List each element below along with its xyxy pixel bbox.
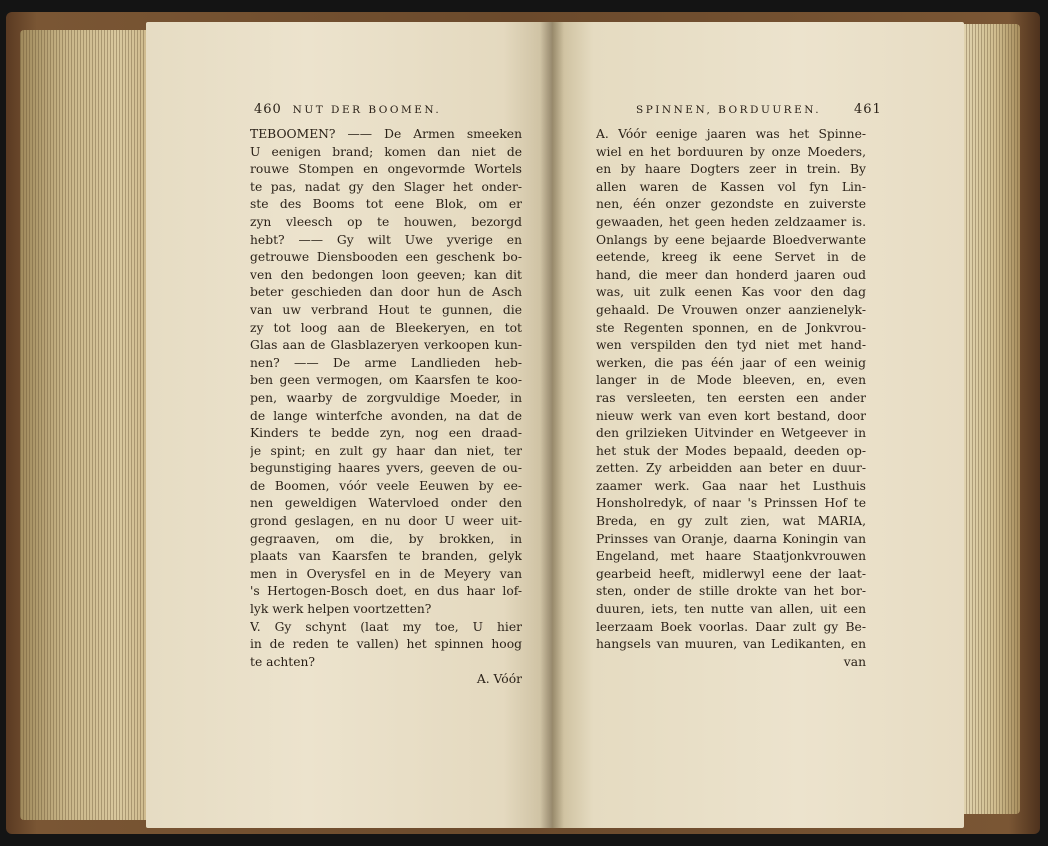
text-line: gewaaden, het geen heden zeldzaamer is.	[596, 214, 866, 229]
right-running-title: SPINNEN, BORDUUREN.	[636, 104, 822, 116]
text-line: hand, die meer dan honderd jaaren oud	[596, 267, 866, 282]
text-line: je spint; en zult gy haar dan niet, ter	[250, 443, 522, 458]
left-running-head	[254, 102, 447, 117]
text-line: langer in de Mode bleeven, en, even	[596, 373, 866, 388]
text-line: V. Gy schynt (laat my toe, U hier	[250, 619, 522, 634]
text-line: den grilzieken Uitvinder en Wetgeever in	[596, 426, 866, 441]
text-line: ven den bedongen loon geeven; kan dit	[250, 267, 522, 282]
text-line: beter geschieden dan door hun de Asch	[250, 285, 522, 300]
text-line: in de reden te vallen) het spinnen hoog	[250, 637, 522, 652]
text-line: van	[843, 654, 866, 669]
text-line: A. Vóór eenige jaaren was het Spinne-	[596, 127, 866, 141]
text-line: was, uit zulk eenen Kas voor den dag	[596, 285, 866, 300]
text-line: ste des Booms tot eene Blok, om er	[250, 197, 522, 212]
text-line: allen waren de Kassen vol fyn Lin-	[596, 179, 866, 194]
text-line: Kinders te bedde zyn, nog een draad-	[250, 426, 522, 441]
text-line: nieuw werk van even kort bestand, door	[596, 408, 866, 423]
text-line: sten, onder de stille drokte van het bor-	[596, 584, 866, 599]
text-line: zetten. Zy arbeidden aan beter en duur-	[596, 461, 866, 476]
text-line: TEBOOMEN? —— De Armen smeeken	[250, 127, 522, 141]
text-line: wen verspilden den tyd niet met hand-	[596, 338, 866, 353]
text-line: U eenigen brand; komen dan niet de	[250, 144, 522, 159]
text-line: men in Overysfel en in de Meyery van	[250, 566, 522, 581]
right-page	[552, 22, 964, 828]
right-running-head	[630, 102, 882, 117]
text-line: Breda, en gy zult zien, wat MARIA,	[596, 514, 866, 529]
right-page-body	[596, 126, 866, 671]
text-line: Glas aan de Glasblazeryen verkoopen kun-	[250, 338, 522, 353]
text-line: ste Regenten sponnen, en de Jonkvrou-	[596, 320, 866, 335]
text-line: Engeland, met haare Staatjonkvrouwen	[596, 549, 866, 564]
text-line: van uw verbrand Hout te gunnen, die	[250, 302, 522, 317]
text-line: pen, waarby de zorgvuldige Moeder, in	[250, 390, 522, 405]
text-line: grond geslagen, en nu door U weer uit-	[250, 514, 522, 529]
text-line: Onlangs by eene bejaarde Bloedverwante	[596, 232, 866, 247]
text-line: rouwe Stompen en ongevormde Wortels	[250, 162, 522, 177]
text-line: en by haare Dogters zeer in trein. By	[596, 162, 866, 177]
text-line: leerzaam Boek voorlas. Daar zult gy Be-	[596, 619, 866, 634]
text-line: nen? —— De arme Landlieden heb-	[250, 355, 522, 370]
text-line: getrouwe Diensbooden een geschenk bo-	[250, 250, 522, 265]
text-line: te pas, nadat gy den Slager het onder-	[250, 179, 522, 194]
page-block-right-edge	[960, 24, 1020, 814]
text-line: duuren, iets, ten nutte van allen, uit een	[596, 602, 866, 617]
text-line: nen geweldigen Watervloed onder den	[250, 496, 522, 511]
text-line: te achten?	[250, 654, 315, 669]
text-line: lyk werk helpen voortzetten?	[250, 602, 432, 617]
text-line: 's Hertogen-Bosch doet, en dus haar lof-	[250, 584, 522, 599]
text-line: de lange winterfche avonden, na dat de	[250, 408, 522, 423]
text-line: begunstiging haares yvers, geeven de ou-	[250, 461, 522, 476]
text-line: de Boomen, vóór veele Eeuwen by ee-	[250, 478, 522, 493]
text-line: gegraaven, om die, by brokken, in	[250, 531, 522, 546]
text-line: Honsholredyk, of naar 's Prinssen Hof te	[596, 496, 866, 511]
text-line: zaamer werk. Gaa naar het Lusthuis	[596, 478, 866, 493]
right-page-number: 461	[853, 102, 882, 117]
text-line: zy tot loog aan de Bleekeryen, en tot	[250, 320, 522, 335]
text-line: nen, één onzer gezondste en zuiverste	[596, 197, 866, 212]
left-page-number: 460	[254, 102, 282, 117]
left-page	[146, 22, 552, 828]
text-line: eetende, kreeg ik eene Servet in de	[596, 250, 866, 265]
book-gutter	[540, 22, 564, 828]
page-block-left-edge	[20, 30, 152, 820]
text-line: A. Vóór	[476, 672, 522, 687]
text-line: hangsels van muuren, van Ledikanten, en	[596, 637, 866, 652]
text-line: gehaald. De Vrouwen onzer aanzienelyk-	[596, 302, 866, 317]
text-line: zyn vleesch op te houwen, bezorgd	[250, 214, 522, 229]
text-line: het stuk der Modes bepaald, deeden op-	[596, 443, 866, 458]
text-line: wiel en het borduuren by onze Moeders,	[596, 144, 866, 159]
text-line: Prinsses van Oranje, daarna Koningin van	[596, 531, 866, 546]
text-line: plaats van Kaarsfen te branden, gelyk	[250, 549, 522, 564]
left-running-title: NUT DER BOOMEN.	[292, 104, 442, 116]
text-line: ben geen vermogen, om Kaarsfen te koo-	[250, 373, 522, 388]
text-line: gearbeid heeft, midlerwyl eene der laat-	[596, 566, 866, 581]
left-page-body	[250, 126, 522, 689]
text-line: werken, die pas één jaar of een weinig	[596, 355, 866, 370]
text-line: ras versleeten, ten eersten een ander	[596, 390, 866, 405]
text-line: hebt? —— Gy wilt Uwe yverige en	[250, 232, 522, 247]
